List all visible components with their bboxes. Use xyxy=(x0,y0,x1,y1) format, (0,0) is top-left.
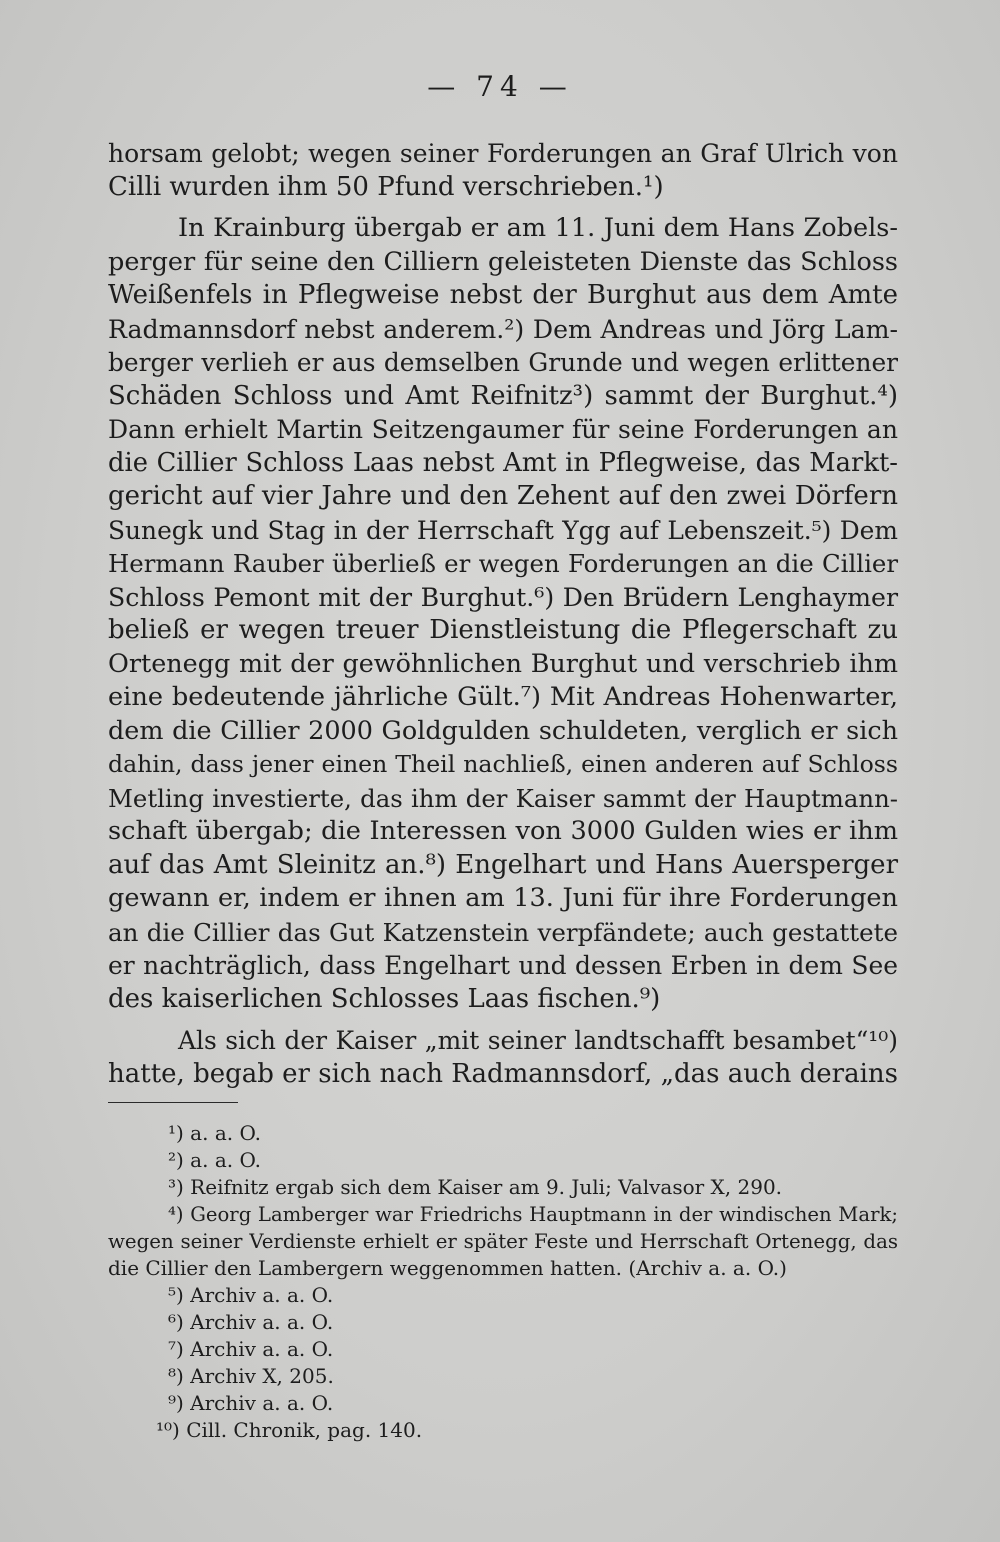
footnote-line: ³) Reifnitz ergab sich dem Kaiser am 9. Juli; Valvasor X, 290. xyxy=(168,1175,783,1199)
text-line: Sunegk und Stag in der Herrschaft Ygg auf Lebenszeit.⁵) Dem xyxy=(108,515,898,545)
text-line: hatte, begab er sich nach Radmannsdorf, „das auch derains xyxy=(108,1058,898,1089)
paragraph-gap xyxy=(108,1016,898,1024)
text-line: eine bedeutende jährliche Gült.⁷) Mit Andreas Hohenwarter, xyxy=(108,682,898,712)
footnote-line: ⁸) Archiv X, 205. xyxy=(168,1364,334,1388)
text-line: er nachträglich, dass Engelhart und dessen Erben in dem See xyxy=(108,951,898,980)
text-line: Ortenegg mit der gewöhnlichen Burghut und verschrieb ihm xyxy=(108,648,898,679)
footnote-line: ⁴) Georg Lamberger war Friedrichs Hauptmann in der windischen Mark; xyxy=(168,1203,898,1226)
text-line: gewann er, indem er ihnen am 13. Juni für ihre Forderungen xyxy=(108,883,898,913)
text-line: beließ er wegen treuer Dienstleistung die Pflegerschaft zu xyxy=(108,615,898,645)
footnote-line: ⁹) Archiv a. a. O. xyxy=(168,1391,334,1415)
footnote-line: wegen seiner Verdienste erhielt er später Feste und Herrschaft Ortenegg, das xyxy=(108,1230,898,1253)
footnote-divider xyxy=(108,1102,238,1103)
footnote-line: ¹⁰) Cill. Chronik, pag. 140. xyxy=(156,1418,423,1442)
text-line: Cilli wurden ihm 50 Pfund verschrieben.¹) xyxy=(108,171,664,202)
text-line: Hermann Rauber überließ er wegen Forderungen an die Cillier xyxy=(108,549,898,578)
text-line: In Krainburg übergab er am 11. Juni dem Hans Zobels- xyxy=(178,213,898,243)
text-line: dahin, dass jener einen Theil nachließ, einen anderen auf Schloss xyxy=(108,750,898,778)
text-line: Dann erhielt Martin Seitzengaumer für seine Forderungen an xyxy=(108,415,898,444)
text-line: Schäden Schloss und Amt Reifnitz³) sammt der Burghut.⁴) xyxy=(108,380,898,411)
text-line: gericht auf vier Jahre und den Zehent auf den zwei Dörfern xyxy=(108,481,898,511)
text-line: Schloss Pemont mit der Burghut.⁶) Den Brüdern Lenghaymer xyxy=(108,582,898,612)
footnote-line: ²) a. a. O. xyxy=(168,1148,262,1172)
page-number: — 74 — xyxy=(427,70,573,103)
text-line: auf das Amt Sleinitz an.⁸) Engelhart und Hans Auersperger xyxy=(108,849,898,880)
text-line: perger für seine den Cilliern geleisteten Dienste das Schloss xyxy=(108,246,898,277)
footnotes-block xyxy=(108,1120,898,1444)
text-line: berger verlieh er aus demselben Grunde und wegen erlittener xyxy=(108,348,898,377)
text-line: Weißenfels in Pflegweise nebst der Burghut aus dem Amte xyxy=(108,280,898,310)
footnote-line: ¹) a. a. O. xyxy=(168,1121,262,1145)
text-line: horsam gelobt; wegen seiner Forderungen an Graf Ulrich von xyxy=(108,139,898,168)
text-line: Als sich der Kaiser „mit seiner landtschafft besambet“¹⁰) xyxy=(178,1026,898,1055)
text-line: die Cillier Schloss Laas nebst Amt in Pflegweise, das Markt- xyxy=(108,447,898,478)
text-line: des kaiserlichen Schlosses Laas fischen.⁹) xyxy=(108,983,661,1014)
main-text-block xyxy=(108,137,898,1091)
footnote-line: ⁶) Archiv a. a. O. xyxy=(168,1310,334,1334)
footnote-line: ⁷) Archiv a. a. O. xyxy=(168,1337,334,1361)
footnote-line: ⁵) Archiv a. a. O. xyxy=(168,1283,334,1307)
text-line: schaft übergab; die Interessen von 3000 Gulden wies er ihm xyxy=(108,816,898,846)
footnote-line: die Cillier den Lambergern weggenommen hatten. (Archiv a. a. O.) xyxy=(108,1256,787,1280)
text-line: Radmannsdorf nebst anderem.²) Dem Andreas und Jörg Lam- xyxy=(108,314,898,344)
text-line: Metling investierte, das ihm der Kaiser sammt der Hauptmann- xyxy=(108,783,898,813)
text-line: an die Cillier das Gut Katzenstein verpfändete; auch gestattete xyxy=(108,917,898,947)
paragraph-gap xyxy=(108,204,898,212)
text-line: dem die Cillier 2000 Goldgulden schuldeten, verglich er sich xyxy=(108,715,898,746)
